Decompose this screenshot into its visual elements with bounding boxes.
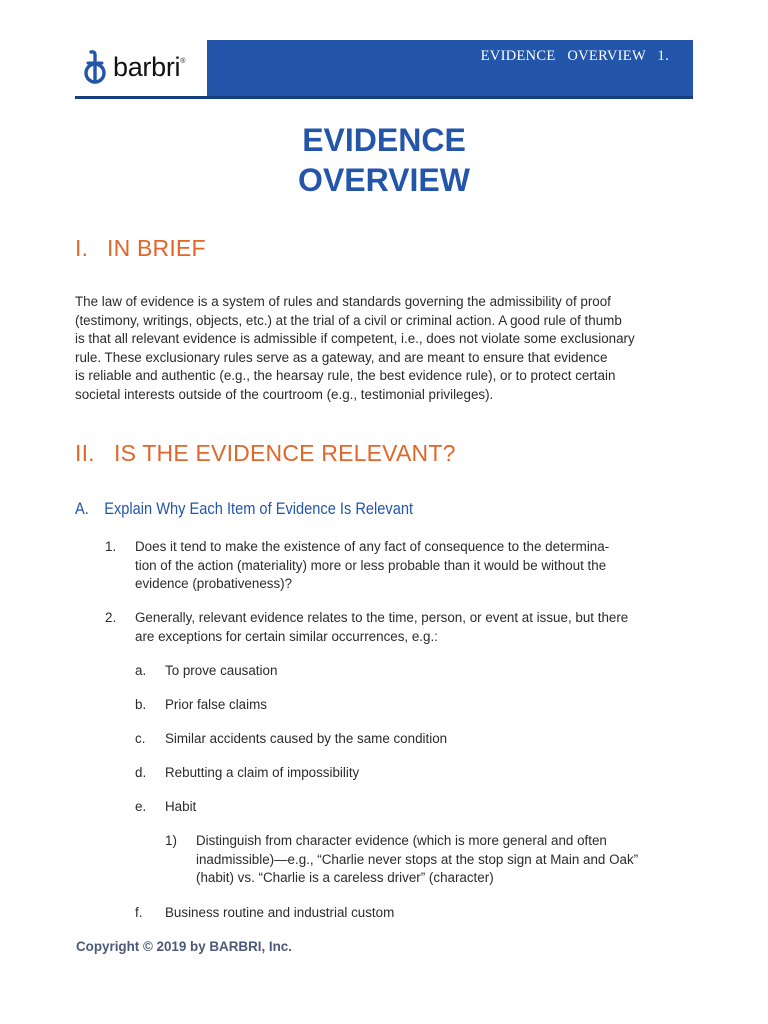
- item-line: inadmissible)—e.g., “Charlie never stops at the stop sign at Main and Oak”: [196, 851, 639, 867]
- section-number: II.: [75, 440, 95, 466]
- item-line: Does it tend to make the existence of any fact of consequence to the determina-: [135, 539, 610, 554]
- list-marker: 1): [165, 833, 177, 848]
- list-item: [105, 609, 695, 647]
- document-title: [0, 120, 768, 200]
- sub-list-item: [135, 662, 695, 681]
- in-brief-paragraph: [75, 293, 695, 405]
- list-item-text: [135, 609, 628, 646]
- paragraph-line: rule. These exclusionary rules serve as a gateway, and are meant to ensure that evidence: [75, 349, 608, 365]
- item-line: are exceptions for certain similar occurrences, e.g.:: [135, 628, 438, 644]
- list-marker: a.: [135, 663, 147, 678]
- section-heading-relevance: [75, 440, 456, 467]
- nested-item-text: [196, 832, 638, 888]
- barbri-logo-icon: [82, 49, 108, 87]
- item-line: Generally, relevant evidence relates to the time, person, or event at issue, but there: [135, 610, 629, 625]
- title-line-1: EVIDENCE: [302, 122, 466, 158]
- list-marker: b.: [135, 697, 147, 712]
- sub-list-item: [135, 764, 695, 783]
- sub-item-text: Business routine and industrial custom: [165, 905, 395, 920]
- paragraph-line: is that all relevant evidence is admissible if competent, i.e., does not violate some exclusionary: [75, 331, 635, 347]
- sub-list-item: [135, 696, 695, 715]
- item-line: tion of the action (materiality) more or less probable than it would be without the: [135, 557, 607, 573]
- paragraph-line: The law of evidence is a system of rules and standards governing the admissibility of proof: [75, 294, 611, 309]
- sub-item-text: Rebutting a claim of impossibility: [165, 765, 360, 780]
- paragraph-line: (testimony, writings, objects, etc.) at the trial of a civil or criminal action. A good rule of thumb: [75, 312, 622, 328]
- nested-list-item: [165, 832, 695, 888]
- sub-item-text: Prior false claims: [165, 697, 267, 712]
- list-marker: f.: [135, 905, 143, 920]
- subsection-heading: [75, 499, 413, 519]
- list-marker: 2.: [105, 610, 117, 625]
- subsection-letter: A.: [75, 499, 89, 518]
- list-item: [105, 538, 695, 594]
- section-title: IS THE EVIDENCE RELEVANT?: [114, 440, 456, 466]
- sub-list-item: [135, 798, 695, 817]
- list-marker: e.: [135, 799, 147, 814]
- running-title: EVIDENCE OVERVIEW 1.: [480, 48, 669, 64]
- item-line: Distinguish from character evidence (which is more general and often: [196, 833, 607, 848]
- sub-item-text: Similar accidents caused by the same condition: [165, 731, 448, 746]
- title-line-2: OVERVIEW: [298, 162, 470, 198]
- header-rule: [75, 96, 693, 99]
- page-header: [75, 39, 693, 99]
- copyright-footer: Copyright © 2019 by BARBRI, Inc.: [76, 939, 292, 954]
- sub-item-text: To prove causation: [165, 663, 278, 678]
- section-number: I.: [75, 235, 89, 261]
- header-band: [207, 40, 693, 96]
- item-line: (habit) vs. “Charlie is a careless driver” (character): [196, 870, 494, 886]
- subsection-title: Explain Why Each Item of Evidence Is Relevant: [104, 499, 414, 518]
- list-item-text: [135, 538, 609, 594]
- list-marker: c.: [135, 731, 146, 746]
- section-heading-in-brief: [75, 235, 206, 262]
- sub-list-item: [135, 730, 695, 749]
- item-line: evidence (probativeness)?: [135, 576, 293, 592]
- list-marker: 1.: [105, 539, 117, 554]
- sub-item-text: Habit: [165, 799, 197, 814]
- list-marker: d.: [135, 765, 147, 780]
- paragraph-line: societal interests outside of the courtroom (e.g., testimonial privileges).: [75, 386, 494, 402]
- sub-list-item: [135, 904, 695, 923]
- paragraph-line: is reliable and authentic (e.g., the hearsay rule, the best evidence rule), or to protect certain: [75, 368, 616, 384]
- section-title: IN BRIEF: [107, 235, 206, 261]
- brand-wordmark: barbri®: [113, 52, 186, 82]
- brand-logo: [75, 39, 207, 96]
